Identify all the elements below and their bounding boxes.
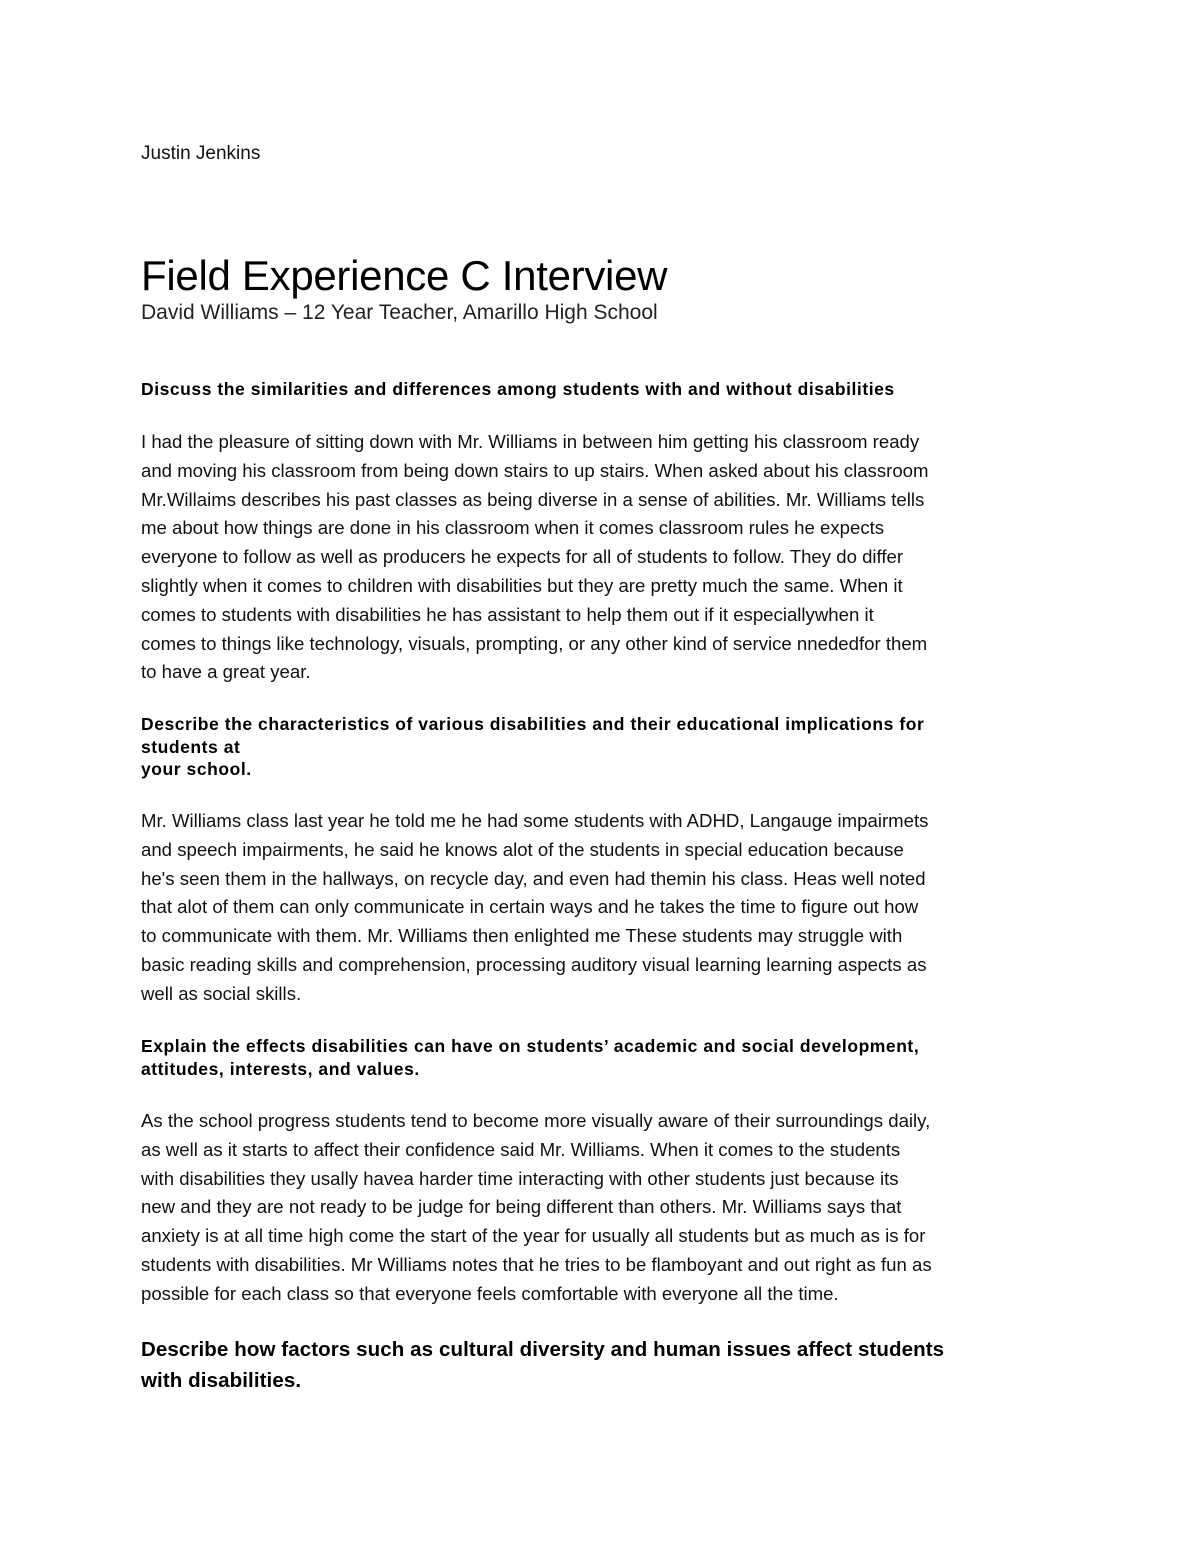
answer-line: as well as it starts to affect their confidence said Mr. Williams. When it comes to the students xyxy=(141,1138,901,1160)
answer-2-paragraph xyxy=(141,807,1061,1009)
answer-line: to have a great year. xyxy=(141,661,311,683)
document-subtitle: David Williams – 12 Year Teacher, Amarillo High School xyxy=(141,301,658,324)
question-line: students at xyxy=(141,736,241,757)
question-line: attitudes, interests, and values. xyxy=(141,1058,420,1079)
answer-line: with disabilities they usally havea harder time interacting with other students just because its xyxy=(141,1167,899,1189)
answer-line: possible for each class so that everyone feels comfortable with everyone all the time. xyxy=(141,1282,839,1304)
question-4-heading xyxy=(141,1334,1061,1396)
answer-3-paragraph xyxy=(141,1107,1061,1309)
answer-line: and moving his classroom from being down stairs to up stairs. When asked about his classroom xyxy=(141,459,929,481)
question-line: Describe the characteristics of various disabilities and their educational implications for xyxy=(141,714,925,734)
question-line: with disabilities. xyxy=(141,1369,302,1392)
question-1-heading xyxy=(141,378,1061,401)
answer-line: basic reading skills and comprehension, processing auditory visual learning learning aspects as xyxy=(141,953,927,975)
answer-line: anxiety is at all time high come the start of the year for usually all students but as much as is for xyxy=(141,1225,926,1247)
answer-line: slightly when it comes to children with disabilities but they are pretty much the same. When it xyxy=(141,574,903,596)
answer-line: he's seen them in the hallways, on recycle day, and even had themin his class. Heas well noted xyxy=(141,867,926,889)
question-line: Explain the effects disabilities can have on students’ academic and social development, xyxy=(141,1036,920,1056)
question-line: your school. xyxy=(141,759,252,779)
document-title: Field Experience C Interview xyxy=(141,252,668,299)
answer-line: new and they are not ready to be judge for being different than others. Mr. Williams says that xyxy=(141,1196,902,1218)
question-2-heading xyxy=(141,713,1061,781)
answer-line: everyone to follow as well as producers he expects for all of students to follow. They do differ xyxy=(141,546,904,568)
answer-line: that alot of them can only communicate in certain ways and he takes the time to figure out how xyxy=(141,896,919,918)
answer-line: I had the pleasure of sitting down with Mr. Williams in between him getting his classroom ready xyxy=(141,431,920,452)
answer-line: Mr. Williams class last year he told me he had some students with ADHD, Langauge impairmets xyxy=(141,810,929,831)
answer-line: to communicate with them. Mr. Williams then enlighted me These students may struggle with xyxy=(141,925,903,947)
answer-1-paragraph xyxy=(141,428,1061,687)
answer-line: and speech impairments, he said he knows alot of the students in special education because xyxy=(141,838,904,860)
answer-line: students with disabilities. Mr Williams notes that he tries to be flamboyant and out right as fun as xyxy=(141,1253,932,1275)
question-line: Discuss the similarities and differences among students with and without disabilities xyxy=(141,379,895,399)
answer-line: well as social skills. xyxy=(141,982,302,1004)
question-line: Describe how factors such as cultural diversity and human issues affect students xyxy=(141,1338,945,1361)
author-name: Justin Jenkins xyxy=(141,143,261,164)
answer-line: me about how things are done in his classroom when it comes classroom rules he expects xyxy=(141,517,885,539)
answer-line: Mr.Willaims describes his past classes as being diverse in a sense of abilities. Mr. Williams tells xyxy=(141,488,925,510)
question-3-heading xyxy=(141,1035,1061,1080)
answer-line: comes to students with disabilities he has assistant to help them out if it especiallywhen it xyxy=(141,603,874,625)
answer-line: comes to things like technology, visuals, prompting, or any other kind of service nnededfor them xyxy=(141,632,928,654)
answer-line: As the school progress students tend to become more visually aware of their surroundings daily, xyxy=(141,1110,931,1131)
